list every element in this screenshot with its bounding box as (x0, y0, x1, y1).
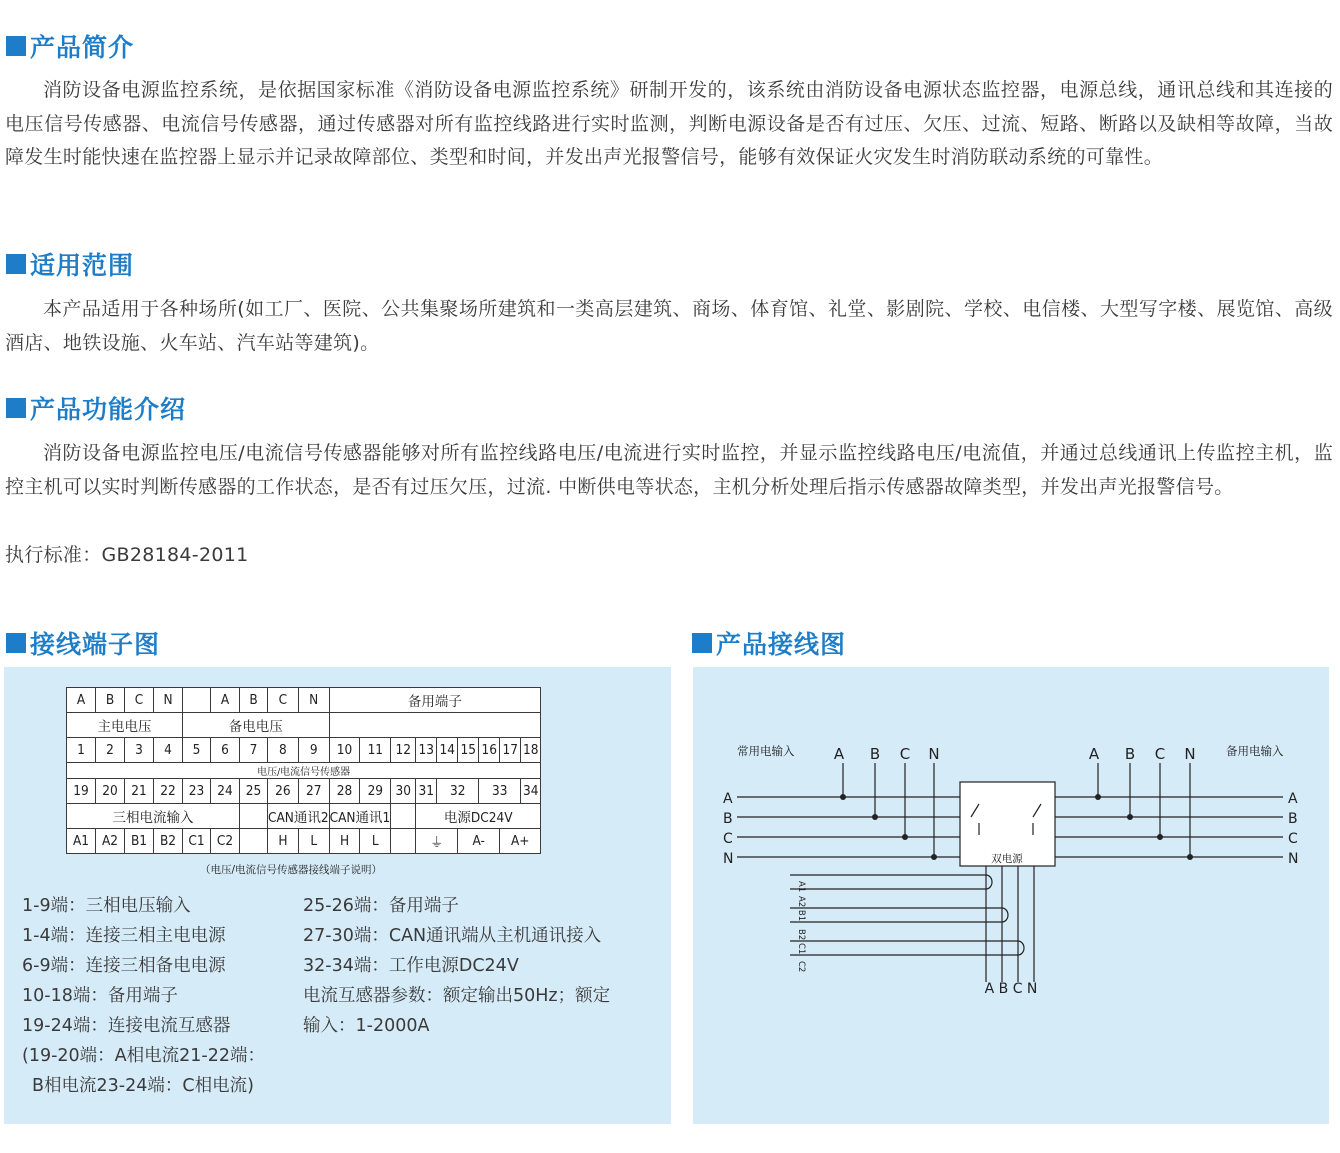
terminal-row (67, 688, 541, 713)
ct-label: A2 B1 (796, 896, 806, 922)
note-item: 输入：1-2000A (303, 1016, 430, 1036)
terminal-cell (391, 804, 416, 829)
terminal-cell: 9 (298, 738, 329, 763)
terminal-cell (240, 829, 268, 854)
phase-label: N (723, 851, 734, 867)
note-item: 27-30端：CAN通讯端从主机通讯接入 (303, 926, 602, 946)
note-item: 19-24端：连接电流互感器 (22, 1016, 231, 1036)
phase-label: B (723, 811, 733, 827)
heading-square-icon (6, 398, 26, 418)
terminal-cell: A (211, 688, 240, 713)
terminal-sensor-label: 电压/电流信号传感器 (67, 763, 541, 779)
standard-text: 执行标准：GB28184-2011 (5, 544, 249, 566)
heading-square-icon (6, 36, 26, 56)
terminal-cell (329, 713, 541, 738)
terminal-heading (6, 625, 160, 661)
heading-square-icon (6, 254, 26, 274)
phase-label: C (723, 831, 733, 847)
terminal-cell: A- (458, 829, 500, 854)
phase-label: C (1288, 831, 1298, 847)
note-item: 32-34端：工作电源DC24V (303, 956, 519, 976)
terminal-cell: 5 (183, 738, 211, 763)
terminal-table (66, 687, 541, 854)
terminal-row (67, 804, 541, 829)
terminal-cell: 28 (329, 779, 360, 804)
terminal-cell: 32 (437, 779, 479, 804)
current-transformer-icon (1018, 941, 1024, 955)
terminal-cell: 24 (211, 779, 240, 804)
terminal-cell: 12 (391, 738, 416, 763)
scope-title: 适用范围 (30, 251, 135, 280)
terminal-cell: A (67, 688, 96, 713)
output-phase-labels: A B C N (984, 981, 1038, 997)
terminal-cell: H (329, 829, 360, 854)
ground-icon: ⏚ (416, 829, 458, 854)
ct-label: B2 C1 (796, 929, 806, 955)
terminal-cell: 主电电压 (67, 713, 183, 738)
terminal-cell: 8 (268, 738, 299, 763)
phase-label: A (1288, 791, 1298, 807)
terminal-row (67, 779, 541, 804)
terminal-cell: B (240, 688, 268, 713)
terminal-cell: N (298, 688, 329, 713)
terminal-cell: 三相电流输入 (67, 804, 240, 829)
terminal-row (67, 713, 541, 738)
terminal-cell: 31 (416, 779, 437, 804)
terminal-row (67, 763, 541, 779)
terminal-cell: 25 (240, 779, 268, 804)
phase-label: A (723, 791, 733, 807)
terminal-cell: CAN通讯2 (268, 804, 330, 829)
scope-heading (6, 246, 134, 282)
terminal-title: 接线端子图 (30, 630, 161, 659)
terminal-notes-left (22, 891, 265, 1101)
terminal-cell: 30 (391, 779, 416, 804)
terminal-cell: 13 (416, 738, 437, 763)
terminal-cell: 7 (240, 738, 268, 763)
wiring-left-label: 常用电输入 (737, 744, 795, 758)
terminal-cell: 电源DC24V (416, 804, 541, 829)
terminal-cell: 23 (183, 779, 211, 804)
terminal-row (67, 829, 541, 854)
current-transformer-icon (1002, 908, 1008, 922)
terminal-notes-right (303, 891, 610, 1041)
note-item: 25-26端：备用端子 (303, 896, 459, 916)
intro-title: 产品简介 (30, 33, 135, 62)
terminal-cell: 18 (521, 738, 541, 763)
terminal-row (67, 738, 541, 763)
terminal-cell: 26 (268, 779, 299, 804)
phase-label: N (928, 745, 940, 763)
terminal-cell (391, 829, 416, 854)
terminal-cell: 备电电压 (183, 713, 330, 738)
terminal-cell: 29 (360, 779, 391, 804)
phase-label: A (1088, 745, 1100, 763)
terminal-cell (183, 688, 211, 713)
terminal-cell: 2 (96, 738, 125, 763)
scope-paragraph: 本产品适用于各种场所(如工厂、医院、公共集聚场所建筑和一类高层建筑、商场、体育馆、礼堂、影剧院、学校、电信楼、大型写字楼、展览馆、高级酒店、地铁设施、火车站、汽车站等建筑)。 (5, 298, 1333, 354)
phase-label: B (869, 745, 881, 763)
terminal-cell: C (268, 688, 299, 713)
intro-paragraph: 消防设备电源监控系统，是依据国家标准《消防设备电源监控系统》研制开发的，该系统由消防设备电源状态监控器，电源总线，通讯总线和其连接的电压信号传感器、电流信号传感器，通过传感器对所有监控线路进行实时监测，判断电源设备是否有过压、欠压、过流、短路、断路以及缺相等故障，当故障发生时能快速在监控器上显示并记录故障部位、类型和时间，并发出声光报警信号，能够有效保证火灾发生时消防联动系统的可靠性。 (5, 79, 1333, 168)
terminal-cell: 6 (211, 738, 240, 763)
phase-label: N (1184, 745, 1196, 763)
terminal-cell: A1 (67, 829, 96, 854)
phase-label: A (833, 745, 845, 763)
terminal-cell: 19 (67, 779, 96, 804)
terminal-cell: 11 (360, 738, 391, 763)
terminal-cell: 3 (125, 738, 154, 763)
phase-label: B (1124, 745, 1136, 763)
terminal-cell: 34 (521, 779, 541, 804)
intro-heading (6, 28, 134, 64)
terminal-cell: A2 (96, 829, 125, 854)
terminal-cell: 21 (125, 779, 154, 804)
terminal-cell: B (96, 688, 125, 713)
terminal-cell: 备用端子 (329, 688, 541, 713)
terminal-cell: 17 (500, 738, 521, 763)
features-title: 产品功能介绍 (30, 395, 187, 424)
phase-label: B (1288, 811, 1298, 827)
wiring-heading (692, 625, 846, 661)
note-item: 1-9端：三相电压输入 (22, 896, 191, 916)
terminal-cell: 14 (437, 738, 458, 763)
terminal-cell: B2 (154, 829, 183, 854)
terminal-cell: C (125, 688, 154, 713)
terminal-cell: 1 (67, 738, 96, 763)
wiring-title: 产品接线图 (716, 630, 847, 659)
note-item: B相电流23-24端：C相电流) (32, 1076, 254, 1096)
dual-power-box-label: 双电源 (991, 853, 1023, 865)
terminal-cell: CAN通讯1 (329, 804, 391, 829)
note-item: 电流互感器参数：额定输出50Hz；额定 (303, 986, 611, 1006)
terminal-cell: 16 (479, 738, 500, 763)
features-heading (6, 390, 186, 426)
terminal-cell: A+ (500, 829, 541, 854)
wiring-right-label: 备用电输入 (1226, 744, 1284, 758)
terminal-cell: L (298, 829, 329, 854)
note-item: 6-9端：连接三相备电电源 (22, 956, 226, 976)
phase-label: C (899, 745, 911, 763)
features-paragraph: 消防设备电源监控电压/电流信号传感器能够对所有监控线路电压/电流进行实时监控，并显示监控线路电压/电流值，并通过总线通讯上传监控主机，监控主机可以实时判断传感器的工作状态，是否有过压欠压，过流. 中断供电等状态，主机分析处理后指示传感器故障类型，并发出声光报警信号。 (5, 442, 1333, 498)
wiring-diagram (693, 667, 1329, 1124)
current-transformer-icon (986, 875, 992, 889)
terminal-cell: 20 (96, 779, 125, 804)
ct-label: A1 (796, 881, 806, 893)
terminal-cell: L (360, 829, 391, 854)
terminal-cell: 22 (154, 779, 183, 804)
terminal-cell (240, 804, 268, 829)
phase-label: N (1288, 851, 1299, 867)
phase-label: C (1154, 745, 1166, 763)
terminal-cell: 15 (458, 738, 479, 763)
terminal-cell: H (268, 829, 299, 854)
terminal-cell: 27 (298, 779, 329, 804)
terminal-cell: 4 (154, 738, 183, 763)
note-item: 10-18端：备用端子 (22, 986, 178, 1006)
heading-square-icon (692, 633, 712, 653)
terminal-cell: 33 (479, 779, 521, 804)
ct-label: C2 (796, 961, 806, 973)
terminal-cell: B1 (125, 829, 154, 854)
terminal-cell: N (154, 688, 183, 713)
terminal-caption: （电压/电流信号传感器接线端子说明） (200, 864, 383, 876)
note-item: 1-4端：连接三相主电电源 (22, 926, 226, 946)
terminal-cell: C2 (211, 829, 240, 854)
heading-square-icon (6, 633, 26, 653)
terminal-cell: 10 (329, 738, 360, 763)
terminal-cell: C1 (183, 829, 211, 854)
note-item: (19-20端：A相电流21-22端： (22, 1046, 265, 1066)
